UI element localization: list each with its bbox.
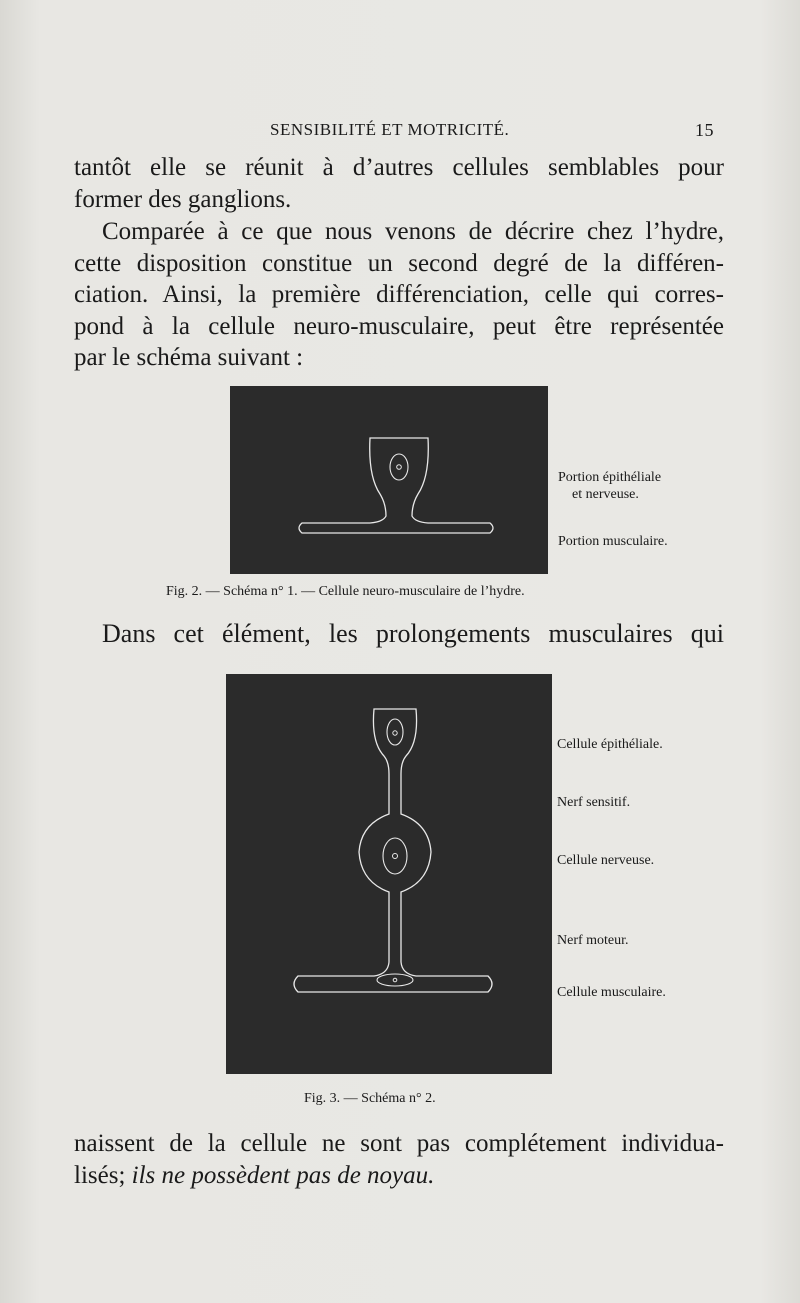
paragraph-1 [74,152,724,215]
text-line: par le schéma suivant : [74,344,304,371]
running-title: SENSIBILITÉ ET MOTRICITÉ. [270,120,510,139]
running-header [74,118,714,144]
text-line: former des ganglions. [74,185,292,213]
text-plain: lisés; [74,1161,132,1189]
text-line: cette disposition constitue un second degré de la différen- [74,249,724,277]
label-muscular-portion: Portion musculaire. [558,534,668,549]
paragraph-2 [74,216,724,374]
text-line: ciation. Ainsi, la première différenciation, celle qui corres- [74,281,724,308]
label-motor-nerve: Nerf moteur. [557,933,629,948]
label-nerve-cell: Cellule nerveuse. [557,853,655,868]
paragraph-4 [74,1128,724,1191]
text-line: naissent de la cellule ne sont pas complétement individua- [74,1130,724,1157]
text-line: tantôt elle se réunit à d’autres cellules semblables pour [74,154,724,181]
page-number: 15 [695,120,714,140]
neuro-muscular-cell-drawing [230,386,548,574]
label-epithelial-portion: Portion épithéliale [558,470,662,485]
figure-2-illustration [230,386,548,574]
label-epithelial-cell: Cellule épithéliale. [557,737,663,752]
label-muscle-cell: Cellule musculaire. [557,985,666,1000]
sensory-motor-schema-drawing [226,674,552,1074]
label-epithelial-portion-2: et nerveuse. [572,487,639,502]
text-line [74,1160,724,1192]
figure-2-caption: Fig. 2. — Schéma n° 1. — Cellule neuro-musculaire de l’hydre. [166,584,525,599]
text-italic: ils ne possèdent pas de noyau. [131,1161,435,1189]
figure-3-illustration [226,674,552,1074]
text-line: Comparée à ce que nous venons de décrire chez l’hydre, [102,218,724,245]
text-line: Dans cet élément, les prolongements musculaires qui [102,619,724,648]
text-line: pond à la cellule neuro-musculaire, peut être représentée [74,312,724,340]
figure-3-caption: Fig. 3. — Schéma n° 2. [304,1091,436,1106]
label-sensory-nerve: Nerf sensitif. [557,795,631,810]
paragraph-3 [74,618,724,650]
